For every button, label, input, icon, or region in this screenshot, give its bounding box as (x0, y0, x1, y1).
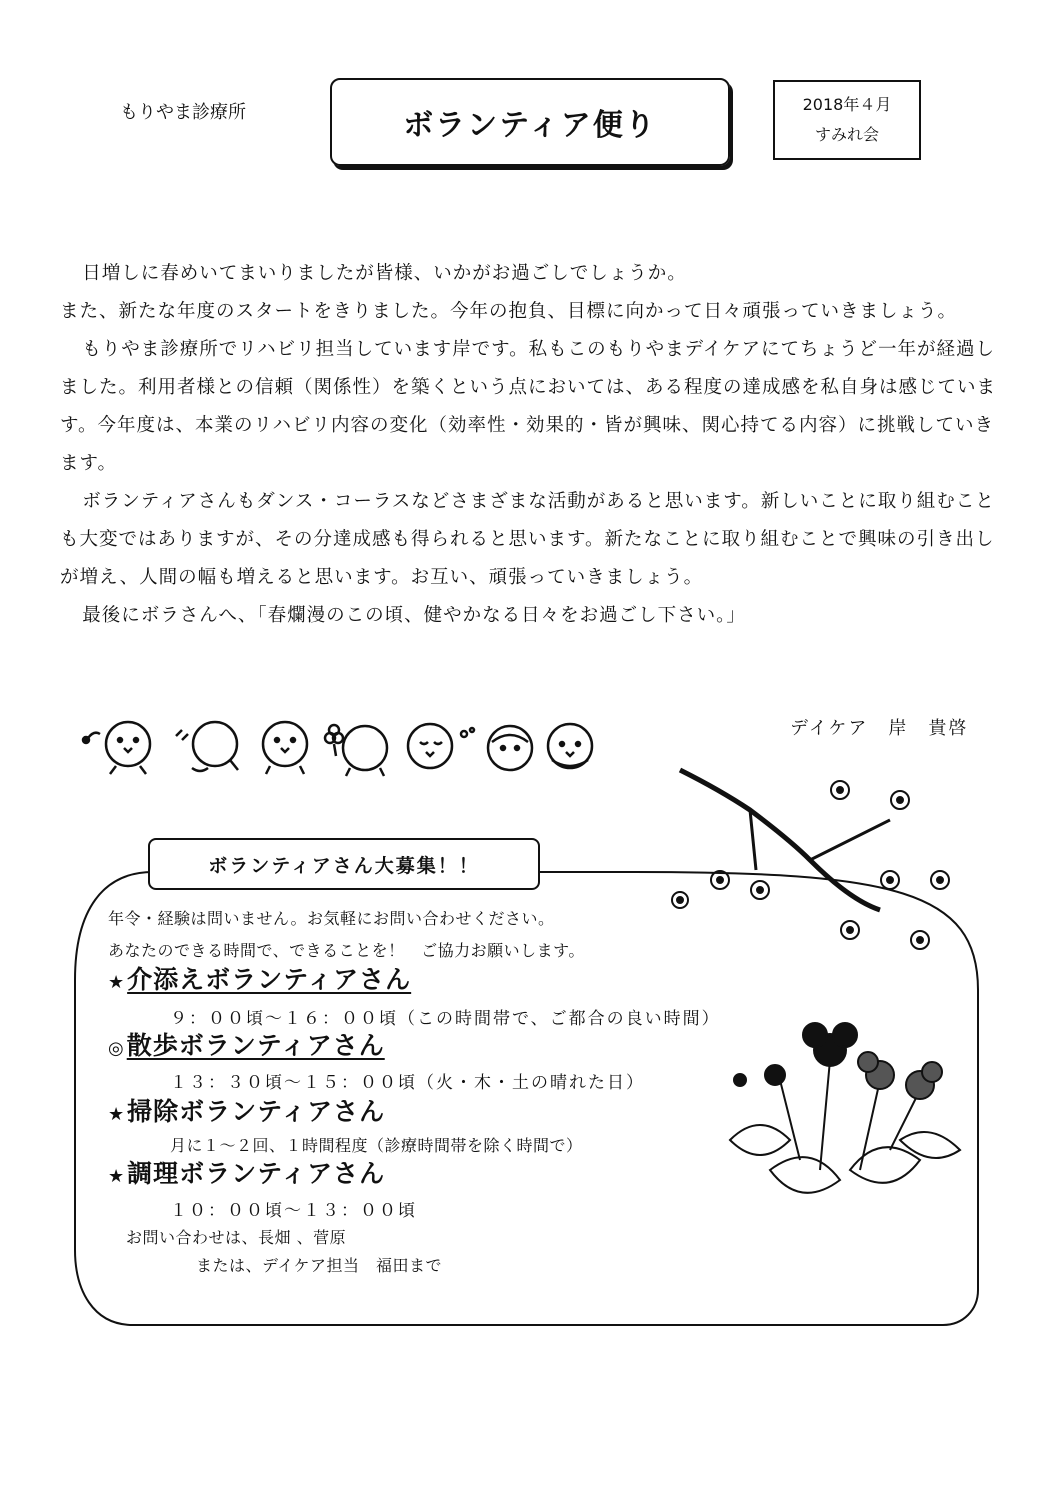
volunteer-role-heading (108, 1026, 385, 1062)
chick-icon (343, 726, 387, 776)
letter-paragraph: また、新たな年度のスタートをきりました。今年の抱負、目標に向かって日々頑張っていきましょう。 (60, 301, 958, 322)
chick-icon (106, 722, 150, 774)
clover-icon (325, 725, 343, 756)
leaf-icon (730, 1125, 790, 1155)
volunteer-role-name: 調理ボランティアさん (127, 1159, 386, 1188)
volunteer-role-heading (108, 1154, 385, 1190)
sleeping-chick-icon (408, 724, 474, 768)
star-icon: ★ (108, 1166, 126, 1187)
blossom-icon (831, 781, 849, 799)
chick-illustrations (80, 716, 600, 786)
violet-flower-icon (906, 1062, 942, 1099)
music-note-icon (83, 733, 100, 743)
volunteer-role-name: 散歩ボランティアさん (126, 1031, 385, 1060)
volunteer-role-time: ９：００頃～１６：００頃（この時間帯で、ご都合の良い時間） (170, 1009, 721, 1029)
chick-icon (176, 722, 238, 771)
recruit-intro: あなたのできる時間で、できることを！ ご協力お願いします。 (108, 941, 585, 960)
volunteer-role-heading (108, 960, 411, 996)
volunteer-role-name: 掃除ボランティアさん (127, 1097, 386, 1126)
chick-icon (548, 724, 592, 768)
recruit-intro: 年令・経験は問いません。お気軽にお問い合わせください。 (108, 909, 555, 928)
issue-date: 2018年４月 (802, 95, 892, 114)
letter-body (60, 255, 1000, 635)
volunteer-role-time: １３：３０頃～１５：００頃（火・木・土の晴れた日） (170, 1073, 645, 1093)
contact-info: または、デイケア担当 福田まで (196, 1256, 443, 1275)
violet-flowers-illustration (710, 1020, 970, 1210)
letter-paragraph: もりやま診療所でリハビリ担当しています岸です。私もこのもりやまデイケアにてちょうど一年が経過しました。利用者様との信頼（関係性）を築くという点においては、ある程度の達成感を私自身は感じています。今年度は、本業のリハビリ内容の変化（効率性・効果的・皆が興味、関心持てる内容）に挑戦していきます。 (60, 339, 997, 474)
letter-paragraph: ボランティアさんもダンス・コーラスなどさまざまな活動があると思います。新しいことに取り組むことも大変ではありますが、その分達成感も得られると思います。新たなことに取り組むことで興味の引き出しが増え、人間の幅も増えると思います。お互い、頑張っていきましょう。 (60, 491, 995, 588)
volunteer-role-heading (108, 1092, 385, 1128)
date-box (773, 80, 921, 160)
double-circle-icon: ◎ (108, 1038, 125, 1059)
volunteer-role-name: 介添えボランティアさん (127, 965, 412, 994)
newsletter-title: ボランティア便り (403, 108, 657, 143)
contact-info: お問い合わせは、長畑 、菅原 (126, 1228, 347, 1247)
violet-flower-icon (858, 1052, 894, 1089)
star-icon: ★ (108, 1104, 126, 1125)
blossom-icon (891, 791, 909, 809)
chick-icon (263, 722, 307, 774)
letter-paragraph: 日増しに春めいてまいりましたが皆様、いかがお過ごしでしょうか。 (82, 263, 687, 284)
leaf-icon (770, 1157, 840, 1193)
letter-signature: デイケア 岸 貴啓 (790, 718, 969, 739)
chick-icon (488, 726, 532, 770)
newsletter-title-box (330, 78, 730, 166)
volunteer-role-time: 月に１～２回、１時間程度（診療時間帯を除く時間で） (170, 1136, 583, 1155)
group-name: すみれ会 (814, 125, 879, 144)
violet-flower-icon (803, 1023, 857, 1066)
organization-name: もりやま診療所 (120, 102, 246, 123)
letter-paragraph: 最後にボラさんへ、「春爛漫のこの頃、健やかなる日々をお過ごし下さい。」 (82, 605, 746, 626)
violet-flower-icon (734, 1065, 785, 1086)
volunteer-role-time: １０：００頃～１３：００頃 (170, 1201, 417, 1221)
star-icon: ★ (108, 972, 126, 993)
recruitment-title: ボランティアさん大募集！！ (148, 838, 540, 890)
